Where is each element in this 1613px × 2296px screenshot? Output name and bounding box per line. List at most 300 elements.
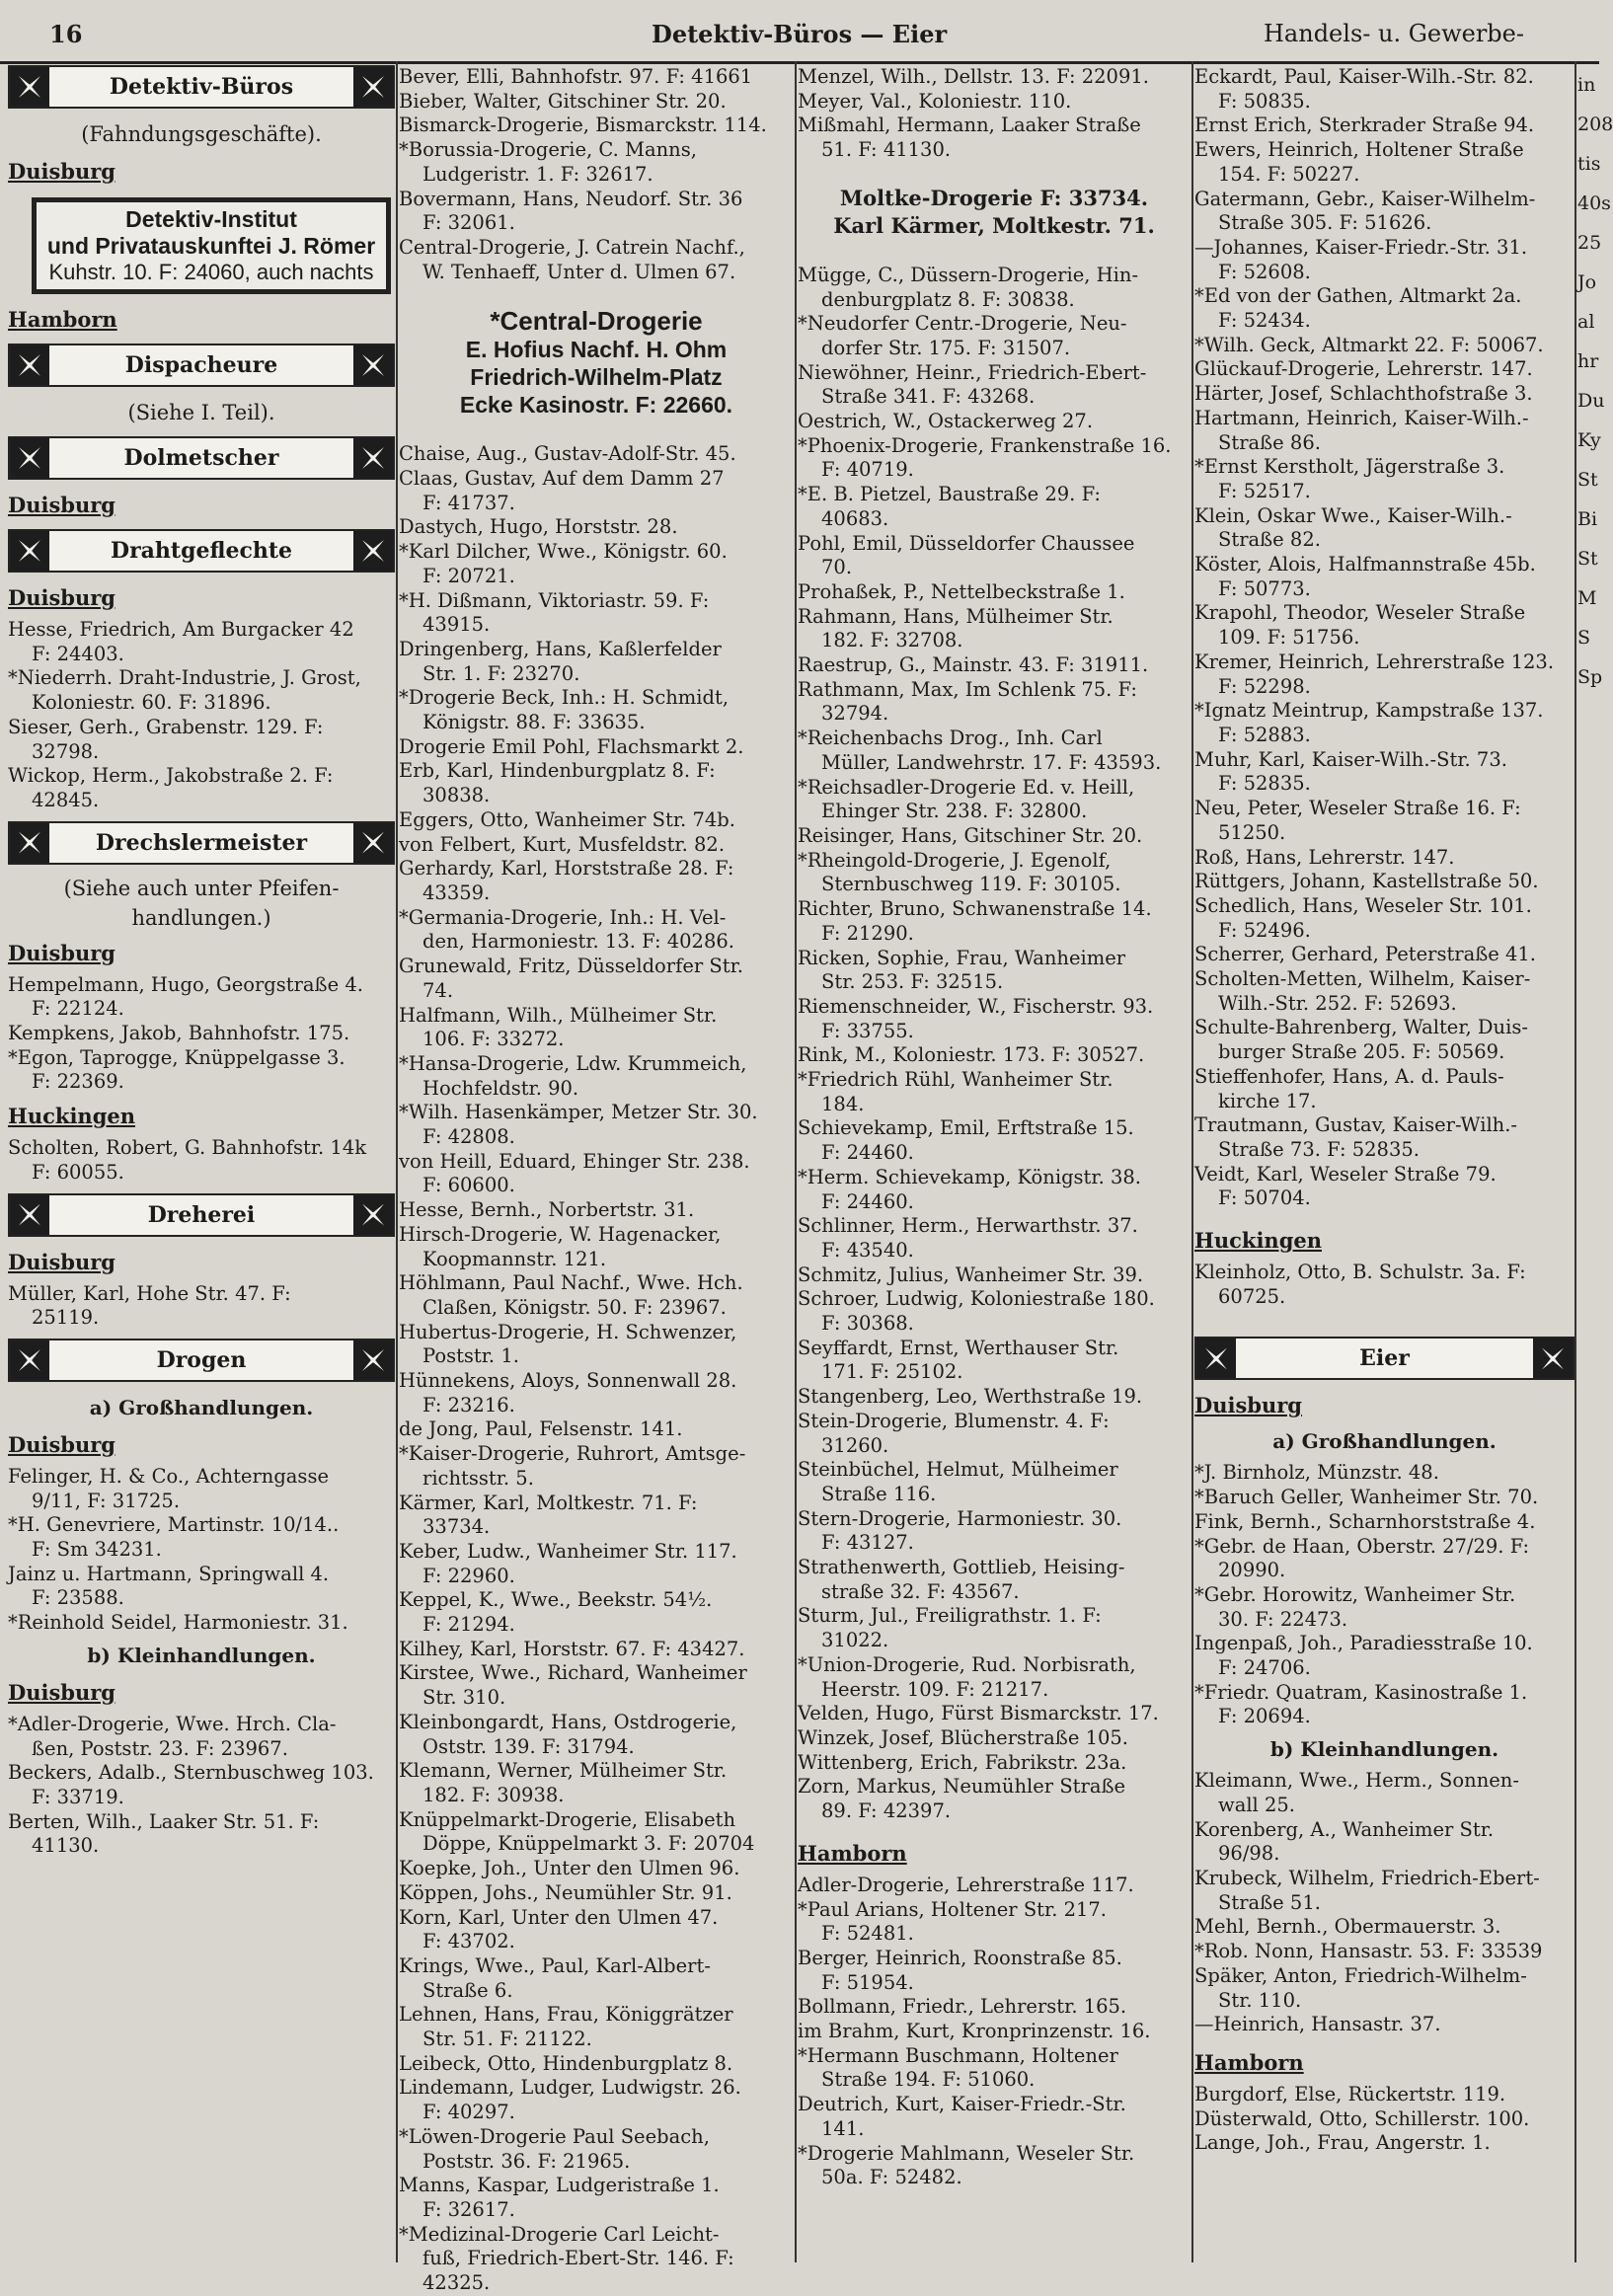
directory-entry: *Union-Drogerie, Rud. Norbisrath,: [798, 1652, 1136, 1676]
directory-entry: *Wilh. Geck, Altmarkt 22. F: 50067.: [1194, 333, 1544, 356]
directory-entry: F: 43127.: [821, 1531, 914, 1555]
directory-entry: Hünnekens, Aloys, Sonnenwall 28.: [399, 1369, 737, 1393]
directory-entry: —Heinrich, Hansastr. 37.: [1194, 2013, 1441, 2036]
directory-entry: Klein, Oskar Wwe., Kaiser-Wilh.-: [1194, 503, 1512, 527]
directory-entry: 30838.: [422, 784, 491, 807]
directory-entry: 25119.: [32, 1306, 100, 1330]
directory-entry: Str. 110.: [1218, 1988, 1302, 2012]
directory-entry: 32794.: [821, 702, 889, 726]
directory-entry: Strathenwerth, Gottlieb, Heising-: [798, 1556, 1125, 1579]
directory-entry: fuß, Friedrich-Ebert-Str. 146. F:: [422, 2247, 734, 2270]
directory-entry: Niewöhner, Heinr., Friedrich-Ebert-: [798, 360, 1147, 384]
text-fragment: S: [1577, 627, 1591, 649]
running-head: Handels- u. Gewerbe-: [1264, 20, 1524, 47]
directory-entry: Central-Drogerie, J. Catrein Nachf.,: [399, 235, 745, 259]
directory-entry: Fink, Bernh., Scharnhorststraße 4.: [1194, 1509, 1536, 1533]
directory-entry: Kremer, Heinrich, Lehrerstraße 123.: [1194, 650, 1555, 673]
ornament-icon: [1533, 1339, 1573, 1378]
ornament-icon: [353, 67, 393, 107]
ornament-icon: [10, 823, 49, 863]
directory-entry: Kempkens, Jakob, Bahnhofstr. 175.: [8, 1022, 350, 1045]
section-heading: Dispacheure: [8, 344, 395, 387]
directory-entry: Kleimann, Wwe., Herm., Sonnen-: [1194, 1769, 1519, 1793]
entry-list: [1194, 2083, 1575, 2156]
ad-line: E. Hofius Nachf. H. Ohm: [465, 337, 728, 363]
directory-entry: 43915.: [422, 613, 491, 637]
directory-entry: Kirstee, Wwe., Richard, Wanheimer: [399, 1661, 747, 1685]
directory-entry: Königstr. 88. F: 33635.: [422, 711, 646, 734]
directory-entry: *Rheingold-Drogerie, J. Egenolf,: [798, 848, 1112, 872]
directory-entry: Schedlich, Hans, Weseler Str. 101.: [1194, 893, 1532, 917]
directory-entry: Bismarck-Drogerie, Bismarckstr. 114.: [399, 114, 767, 137]
city-heading: Duisburg: [8, 159, 115, 184]
ornament-icon: [10, 438, 49, 478]
directory-entry: F: 40719.: [821, 458, 914, 482]
ornament-icon: [353, 1340, 393, 1380]
ornament-icon: [10, 1195, 49, 1235]
directory-entry: *H. Genevriere, Martinstr. 10/14..: [8, 1513, 340, 1537]
directory-entry: 33734.: [422, 1515, 491, 1539]
directory-entry: *Egon, Taprogge, Knüppelgasse 3.: [8, 1045, 346, 1069]
subsection-heading: a) Großhandlungen.: [89, 1395, 314, 1419]
directory-entry: *Adler-Drogerie, Wwe. Hrch. Cla-: [8, 1712, 337, 1735]
directory-entry: Heerstr. 109. F: 21217.: [821, 1677, 1049, 1701]
directory-entry: *Hermann Buschmann, Holtener: [798, 2043, 1118, 2067]
directory-entry: Koepke, Joh., Unter den Ulmen 96.: [399, 1857, 740, 1880]
directory-entry: Rüttgers, Johann, Kastellstraße 50.: [1194, 870, 1539, 893]
directory-entry: Koloniestr. 60. F: 31896.: [32, 691, 271, 715]
directory-entry: Reisinger, Hans, Gitschiner Str. 20.: [798, 823, 1143, 847]
directory-entry: Hubertus-Drogerie, H. Schwenzer,: [399, 1320, 737, 1343]
directory-entry: F: 60600.: [422, 1174, 515, 1197]
directory-entry: Stieffenhofer, Hans, A. d. Pauls-: [1194, 1064, 1504, 1088]
ad-line: Kuhstr. 10. F: 24060, auch nachts: [48, 260, 374, 284]
column-rule: [1191, 61, 1193, 2262]
directory-entry: 154. F: 50227.: [1218, 162, 1360, 186]
ad-line: Moltke-Drogerie F: 33734.: [839, 185, 1149, 210]
text-fragment: Bi: [1577, 508, 1598, 530]
directory-entry: Steinbüchel, Helmut, Mülheimer: [798, 1458, 1118, 1482]
directory-entry: Glückauf-Drogerie, Lehrerstr. 147.: [1194, 357, 1533, 381]
directory-entry: 51250.: [1218, 820, 1286, 844]
ornament-icon: [353, 531, 393, 571]
directory-entry: Ernst Erich, Sterkrader Straße 94.: [1194, 114, 1535, 137]
directory-entry: *Ernst Kerstholt, Jägerstraße 3.: [1194, 455, 1505, 479]
directory-entry: Mißmahl, Hermann, Laaker Straße: [798, 114, 1141, 137]
directory-entry: 42845.: [32, 788, 100, 811]
directory-entry: 184.: [821, 1092, 865, 1115]
entry-list: [8, 1282, 395, 1331]
ornament-icon: [353, 345, 393, 385]
directory-entry: F: 33755.: [821, 1019, 914, 1042]
directory-entry: F: 60055.: [32, 1160, 124, 1184]
directory-entry: F: 20721.: [422, 564, 515, 587]
text-fragment: Jo: [1577, 271, 1597, 293]
directory-entry: denburgplatz 8. F: 30838.: [821, 287, 1075, 311]
city-heading: Duisburg: [8, 585, 115, 610]
column-1: [8, 65, 395, 2262]
directory-entry: F: 33719.: [32, 1785, 124, 1808]
directory-entry: im Brahm, Kurt, Kronprinzenstr. 16.: [798, 2020, 1151, 2043]
directory-entry: 182. F: 30938.: [422, 1784, 565, 1806]
section-heading: Drechslermeister: [8, 821, 395, 865]
section-note: (Fahndungsgeschäfte).: [81, 122, 322, 146]
directory-entry: Adler-Drogerie, Lehrerstraße 117.: [798, 1873, 1134, 1896]
directory-entry: Erb, Karl, Hindenburgplatz 8. F:: [399, 759, 716, 783]
directory-entry: Döppe, Knüppelmarkt 3. F: 20704: [422, 1832, 755, 1856]
directory-entry: 106. F: 33272.: [422, 1028, 565, 1051]
directory-entry: Ewers, Heinrich, Holtener Straße: [1194, 138, 1524, 162]
entry-list: [399, 442, 794, 2295]
directory-entry: Trautmann, Gustav, Kaiser-Wilh.-: [1194, 1113, 1518, 1137]
directory-entry: Raestrup, G., Mainstr. 43. F: 31911.: [798, 653, 1149, 677]
directory-entry: 89. F: 42397.: [821, 1799, 952, 1823]
directory-entry: F: 24460.: [821, 1141, 914, 1165]
directory-entry: *Gebr. de Haan, Oberstr. 27/29. F:: [1194, 1534, 1530, 1558]
directory-entry: Hesse, Friedrich, Am Burgacker 42: [8, 618, 354, 641]
ornament-icon: [10, 531, 49, 571]
directory-entry: Veidt, Karl, Weseler Straße 79.: [1194, 1162, 1497, 1186]
directory-entry: Bollmann, Friedr., Lehrerstr. 165.: [798, 1995, 1127, 2019]
directory-entry: Felinger, H. & Co., Achterngasse: [8, 1464, 329, 1488]
directory-entry: F: 32061.: [422, 211, 515, 235]
city-heading: Hamborn: [8, 307, 117, 332]
directory-entry: Riemenschneider, W., Fischerstr. 93.: [798, 994, 1154, 1018]
directory-entry: Dringenberg, Hans, Kaßlerfelder: [399, 637, 722, 660]
ad-line: Friedrich-Wilhelm-Platz: [470, 364, 723, 391]
directory-entry: F: 23588.: [32, 1586, 124, 1610]
directory-entry: F: 52481.: [821, 1922, 914, 1946]
directory-entry: von Felbert, Kurt, Musfeldstr. 82.: [399, 832, 726, 856]
directory-entry: Beckers, Adalb., Sternbuschweg 103.: [8, 1761, 374, 1785]
directory-entry: F: 43702.: [422, 1930, 515, 1953]
directory-entry: Muhr, Karl, Kaiser-Wilh.-Str. 73.: [1194, 747, 1507, 771]
entry-list: [798, 264, 1191, 1824]
directory-entry: F: 20694.: [1218, 1705, 1311, 1728]
directory-entry: F: 50704.: [1218, 1186, 1311, 1210]
text-fragment: 208: [1577, 114, 1613, 135]
text-fragment: Ky: [1577, 429, 1601, 451]
directory-entry: Düsterwald, Otto, Schillerstr. 100.: [1194, 2106, 1530, 2130]
directory-entry: F: 30368.: [821, 1312, 914, 1336]
directory-entry: Stern-Drogerie, Harmoniestr. 30.: [798, 1506, 1122, 1530]
directory-entry: Claßen, Königstr. 50. F: 23967.: [422, 1295, 727, 1319]
directory-entry: Poststr. 1.: [422, 1344, 519, 1368]
directory-entry: Kärmer, Karl, Moltkestr. 71. F:: [399, 1491, 698, 1514]
directory-entry: F: 32617.: [422, 2197, 515, 2221]
directory-entry: Stein-Drogerie, Blumenstr. 4. F:: [798, 1409, 1110, 1432]
directory-entry: 9/11, F: 31725.: [32, 1489, 181, 1512]
directory-entry: Späker, Anton, Friedrich-Wilhelm-: [1194, 1963, 1527, 1987]
directory-entry: Müller, Landwehrstr. 17. F: 43593.: [821, 750, 1162, 774]
directory-entry: Mehl, Bernh., Obermauerstr. 3.: [1194, 1915, 1501, 1939]
subsection-heading: b) Kleinhandlungen.: [87, 1643, 316, 1667]
directory-entry: Krapohl, Theodor, Weseler Straße: [1194, 601, 1526, 625]
directory-entry: F: 24706.: [1218, 1656, 1311, 1680]
directory-entry: F: 24460.: [821, 1189, 914, 1213]
directory-entry: Straße 86.: [1218, 430, 1321, 454]
directory-entry: Ehinger Str. 238. F: 32800.: [821, 800, 1088, 823]
directory-entry: Menzel, Wilh., Dellstr. 13. F: 22091.: [798, 65, 1149, 88]
directory-entry: F: 52517.: [1218, 479, 1311, 502]
section-heading: Eier: [1194, 1337, 1575, 1380]
directory-entry: 51. F: 41130.: [821, 138, 952, 162]
ornament-icon: [10, 345, 49, 385]
directory-entry: 40683.: [821, 506, 889, 530]
column-2: [399, 65, 794, 2295]
advertisement: [399, 306, 794, 419]
directory-entry: *Hansa-Drogerie, Ldw. Krummeich,: [399, 1051, 747, 1075]
entry-list: [1194, 1769, 1575, 2037]
directory-entry: Sturm, Jul., Freiligrathstr. 1. F:: [798, 1604, 1102, 1628]
directory-entry: Kilhey, Karl, Horststr. 67. F: 43427.: [399, 1637, 745, 1660]
directory-entry: F: 22960.: [422, 1564, 515, 1587]
directory-entry: Berten, Wilh., Laaker Str. 51. F:: [8, 1809, 320, 1833]
directory-entry: 43359.: [422, 880, 491, 904]
directory-entry: F: 52835.: [1218, 772, 1311, 796]
directory-entry: Ingenpaß, Joh., Paradiesstraße 10.: [1194, 1632, 1533, 1655]
directory-entry: de Jong, Paul, Felsenstr. 141.: [399, 1417, 683, 1441]
directory-entry: 31022.: [821, 1629, 889, 1652]
directory-entry: Kleinbongardt, Hans, Ostdrogerie,: [399, 1710, 737, 1733]
directory-entry: Str. 1. F: 23270.: [422, 661, 580, 685]
directory-entry: Leibeck, Otto, Hindenburgplatz 8.: [399, 2051, 733, 2075]
directory-entry: Klemann, Werner, Mülheimer Str.: [399, 1759, 728, 1783]
directory-entry: Meyer, Val., Koloniestr. 110.: [798, 89, 1072, 113]
directory-entry: F: 22369.: [32, 1070, 124, 1094]
directory-entry: Neu, Peter, Weseler Straße 16. F:: [1194, 797, 1521, 820]
directory-entry: Koopmannstr. 121.: [422, 1247, 607, 1270]
text-fragment: St: [1577, 548, 1598, 570]
entry-list: [1194, 1461, 1575, 1729]
text-fragment: M: [1577, 587, 1597, 609]
entry-list: [8, 1713, 395, 1859]
directory-entry: Schulte-Bahrenberg, Walter, Duis-: [1194, 1016, 1528, 1039]
directory-entry: Rathmann, Max, Im Schlenk 75. F:: [798, 677, 1137, 701]
directory-entry: 96/98.: [1218, 1842, 1280, 1866]
directory-entry: Straße 6.: [422, 1978, 513, 2002]
text-fragment: St: [1577, 469, 1598, 491]
column-rule: [1575, 61, 1576, 2262]
directory-entry: 30. F: 22473.: [1218, 1607, 1348, 1631]
directory-entry: Berger, Heinrich, Roonstraße 85.: [798, 1946, 1122, 1969]
directory-entry: Chaise, Aug., Gustav-Adolf-Str. 45.: [399, 442, 736, 466]
entry-list: [8, 1465, 395, 1636]
ad-line: Ecke Kasinostr. F: 22660.: [459, 392, 733, 419]
directory-entry: *Baruch Geller, Wanheimer Str. 70.: [1194, 1486, 1539, 1509]
directory-entry: F: 52434.: [1218, 309, 1311, 333]
directory-entry: Wittenberg, Erich, Fabrikstr. 23a.: [798, 1750, 1127, 1774]
column-3: [798, 65, 1191, 2262]
directory-entry: Winzek, Josef, Blücherstraße 105.: [798, 1726, 1128, 1749]
directory-entry: Keber, Ludw., Wanheimer Str. 117.: [399, 1539, 737, 1563]
directory-entry: *Karl Dilcher, Wwe., Königstr. 60.: [399, 540, 728, 564]
directory-entry: wall 25.: [1218, 1793, 1295, 1816]
directory-entry: Gatermann, Gebr., Kaiser-Wilhelm-: [1194, 187, 1536, 210]
entry-list: [1194, 65, 1575, 1211]
section-heading: Detektiv-Büros: [8, 65, 395, 109]
directory-entry: Ricken, Sophie, Frau, Wanheimer: [798, 946, 1126, 969]
directory-entry: Hartmann, Heinrich, Kaiser-Wilh.-: [1194, 406, 1529, 429]
directory-entry: Straße 305. F: 51626.: [1218, 211, 1432, 235]
ad-line: Detektiv-Institut: [125, 206, 297, 232]
directory-entry: Schievekamp, Emil, Erftstraße 15.: [798, 1116, 1134, 1140]
directory-entry: Straße 116.: [821, 1482, 937, 1505]
directory-entry: 70.: [821, 556, 853, 579]
directory-entry: Krings, Wwe., Paul, Karl-Albert-: [399, 1953, 711, 1977]
entry-list: [1194, 1261, 1575, 1309]
directory-entry: Köster, Alois, Halfmannstraße 45b.: [1194, 553, 1536, 576]
ornament-icon: [353, 823, 393, 863]
directory-entry: Knüppelmarkt-Drogerie, Elisabeth: [399, 1807, 736, 1831]
directory-entry: kirche 17.: [1218, 1089, 1317, 1112]
subsection-heading: b) Kleinhandlungen.: [1269, 1737, 1499, 1762]
ad-line: und Privatauskunftei J. Römer: [46, 233, 376, 259]
directory-entry: Lange, Joh., Frau, Angerstr. 1.: [1194, 2131, 1491, 2155]
section-heading: Dreherei: [8, 1193, 395, 1237]
directory-entry: Burgdorf, Else, Rückertstr. 119.: [1194, 2082, 1506, 2105]
directory-entry: *Gebr. Horowitz, Wanheimer Str.: [1194, 1582, 1516, 1606]
directory-entry: den, Harmoniestr. 13. F: 40286.: [422, 930, 734, 954]
directory-entry: *Niederrh. Draht-Industrie, J. Grost,: [8, 666, 361, 690]
directory-entry: Deutrich, Kurt, Kaiser-Friedr.-Str.: [798, 2093, 1126, 2116]
directory-entry: Straße 51.: [1218, 1890, 1321, 1914]
ornament-icon: [353, 1195, 393, 1235]
directory-entry: Eggers, Otto, Wanheimer Str. 74b.: [399, 807, 735, 831]
directory-entry: Krubeck, Wilhelm, Friedrich-Ebert-: [1194, 1867, 1540, 1889]
directory-entry: Keppel, K., Wwe., Beekstr. 54½.: [399, 1588, 713, 1612]
city-heading: Hamborn: [1194, 2049, 1304, 2075]
directory-entry: Rink, M., Koloniestr. 173. F: 30527.: [798, 1043, 1145, 1067]
directory-entry: *Medizinal-Drogerie Carl Leicht-: [399, 2222, 720, 2246]
text-fragment: 40s: [1577, 192, 1611, 214]
section-note: (Siehe auch unter Pfeifen-: [63, 876, 340, 900]
city-heading: Duisburg: [1194, 1393, 1302, 1418]
directory-entry: *Germania-Drogerie, Inh.: H. Vel-: [399, 905, 727, 929]
text-fragment: hr: [1577, 350, 1599, 372]
directory-entry: Eckardt, Paul, Kaiser-Wilh.-Str. 82.: [1194, 65, 1534, 88]
directory-entry: *Wilh. Hasenkämper, Metzer Str. 30.: [399, 1101, 758, 1124]
ad-line: *Central-Drogerie: [490, 306, 703, 337]
directory-entry: 182. F: 32708.: [821, 629, 963, 652]
directory-entry: F: 42808.: [422, 1125, 515, 1149]
directory-entry: Höhlmann, Paul Nachf., Wwe. Hch.: [399, 1271, 743, 1295]
directory-entry: 60725.: [1218, 1284, 1286, 1308]
directory-entry: Grunewald, Fritz, Düsseldorfer Str.: [399, 955, 743, 978]
text-fragment: al: [1577, 311, 1595, 333]
entry-list: [8, 618, 395, 813]
directory-entry: *Rob. Nonn, Hansastr. 53. F: 33539: [1194, 1940, 1543, 1963]
ornament-icon: [1196, 1339, 1236, 1378]
directory-entry: Gerhardy, Karl, Horststraße 28. F:: [399, 857, 734, 880]
directory-entry: *Borussia-Drogerie, C. Manns,: [399, 138, 697, 162]
directory-entry: Köppen, Johs., Neumühler Str. 91.: [399, 1880, 732, 1904]
directory-entry: Seyffardt, Ernst, Werthauser Str.: [798, 1336, 1119, 1359]
directory-entry: Bieber, Walter, Gitschiner Str. 20.: [399, 89, 727, 113]
city-heading: Hamborn: [798, 1840, 907, 1866]
directory-entry: *Drogerie Beck, Inh.: H. Schmidt,: [399, 686, 730, 710]
entry-list: [399, 65, 794, 284]
directory-entry: F: 50773.: [1218, 576, 1311, 600]
directory-entry: Poststr. 36. F: 21965.: [422, 2149, 631, 2173]
directory-entry: Hochfeldstr. 90.: [422, 1076, 579, 1100]
directory-entry: Stangenberg, Leo, Werthstraße 19.: [798, 1385, 1143, 1409]
section-heading: Dolmetscher: [8, 436, 395, 480]
section-heading: Drogen: [8, 1339, 395, 1382]
directory-entry: Korn, Karl, Unter den Ulmen 47.: [399, 1905, 719, 1929]
directory-entry: Sieser, Gerh., Grabenstr. 129. F:: [8, 715, 324, 738]
directory-entry: 32798.: [32, 739, 100, 763]
directory-entry: F: 52496.: [1218, 918, 1311, 942]
directory-entry: 50a. F: 52482.: [821, 2166, 962, 2189]
directory-entry: *Reinhold Seidel, Harmoniestr. 31.: [8, 1611, 348, 1635]
city-heading: Huckingen: [8, 1104, 136, 1129]
directory-entry: *Paul Arians, Holtener Str. 217.: [798, 1897, 1108, 1921]
directory-entry: Zorn, Markus, Neumühler Straße: [798, 1775, 1126, 1799]
directory-entry: *Ed von der Gathen, Altmarkt 2a.: [1194, 284, 1522, 308]
directory-entry: Oestrich, W., Ostackerweg 27.: [798, 410, 1094, 433]
directory-entry: 171. F: 25102.: [821, 1360, 963, 1384]
directory-entry: F: 22124.: [32, 997, 124, 1021]
directory-entry: *Reichenbachs Drog., Inh. Carl: [798, 727, 1103, 750]
directory-entry: —Johannes, Kaiser-Friedr.-Str. 31.: [1194, 235, 1528, 259]
section-note: handlungen.): [131, 905, 271, 930]
directory-entry: F: 21294.: [422, 1613, 515, 1637]
directory-entry: Schroer, Ludwig, Koloniestraße 180.: [798, 1287, 1155, 1311]
entry-list: [798, 1874, 1191, 2190]
directory-entry: W. Tenhaeff, Unter d. Ulmen 67.: [422, 260, 736, 283]
directory-entry: 74.: [422, 978, 454, 1002]
directory-entry: Lindemann, Ludger, Ludwigstr. 26.: [399, 2076, 741, 2100]
city-heading: Duisburg: [8, 1431, 115, 1457]
directory-entry: 31260.: [821, 1433, 889, 1457]
directory-entry: Scholten-Metten, Wilhelm, Kaiser-: [1194, 967, 1531, 991]
directory-entry: dorfer Str. 175. F: 31507.: [821, 336, 1071, 359]
directory-entry: *Ignatz Meintrup, Kampstraße 137.: [1194, 699, 1544, 723]
directory-entry: Scholten, Robert, G. Bahnhofstr. 14k: [8, 1136, 367, 1160]
directory-entry: Jainz u. Hartmann, Springwall 4.: [8, 1562, 330, 1585]
directory-entry: F: 40297.: [422, 2101, 515, 2124]
directory-entry: F: 23216.: [422, 1393, 515, 1416]
directory-entry: Str. 253. F: 32515.: [821, 970, 1004, 994]
directory-entry: *Reichsadler-Drogerie Ed. v. Heill,: [798, 775, 1135, 799]
directory-entry: Prohaßek, P., Nettelbeckstraße 1.: [798, 579, 1125, 603]
directory-entry: Velden, Hugo, Fürst Bismarckstr. 17.: [798, 1702, 1159, 1725]
directory-entry: straße 32. F: 43567.: [821, 1579, 1020, 1603]
directory-entry: Straße 73. F: 52835.: [1218, 1137, 1420, 1161]
page-title: Detektiv-Büros — Eier: [652, 20, 948, 48]
directory-entry: Kleinholz, Otto, B. Schulstr. 3a. F:: [1194, 1261, 1526, 1284]
directory-entry: Str. 310.: [422, 1686, 506, 1710]
directory-entry: Dastych, Hugo, Horststr. 28.: [399, 515, 678, 539]
text-fragment: in: [1577, 74, 1596, 96]
directory-entry: *Herm. Schievekamp, Königstr. 38.: [798, 1165, 1141, 1188]
page-number: 16: [49, 20, 83, 48]
directory-entry: F: 52298.: [1218, 674, 1311, 698]
section-heading: Drahtgeflechte: [8, 529, 395, 573]
directory-entry: Pohl, Emil, Düsseldorfer Chaussee: [798, 531, 1135, 555]
directory-entry: Wilh.-Str. 252. F: 52693.: [1218, 991, 1457, 1015]
directory-entry: Straße 82.: [1218, 528, 1321, 552]
directory-entry: 141.: [821, 2116, 865, 2140]
directory-entry: Korenberg, A., Wanheimer Str.: [1194, 1817, 1495, 1841]
directory-entry: *H. Dißmann, Viktoriastr. 59. F:: [399, 588, 710, 612]
entry-list: [798, 65, 1191, 163]
entry-list: [8, 973, 395, 1096]
column-rule: [795, 61, 797, 2262]
directory-entry: *Neudorfer Centr.-Drogerie, Neu-: [798, 312, 1127, 336]
directory-entry: Mügge, C., Düssern-Drogerie, Hin-: [798, 263, 1139, 286]
